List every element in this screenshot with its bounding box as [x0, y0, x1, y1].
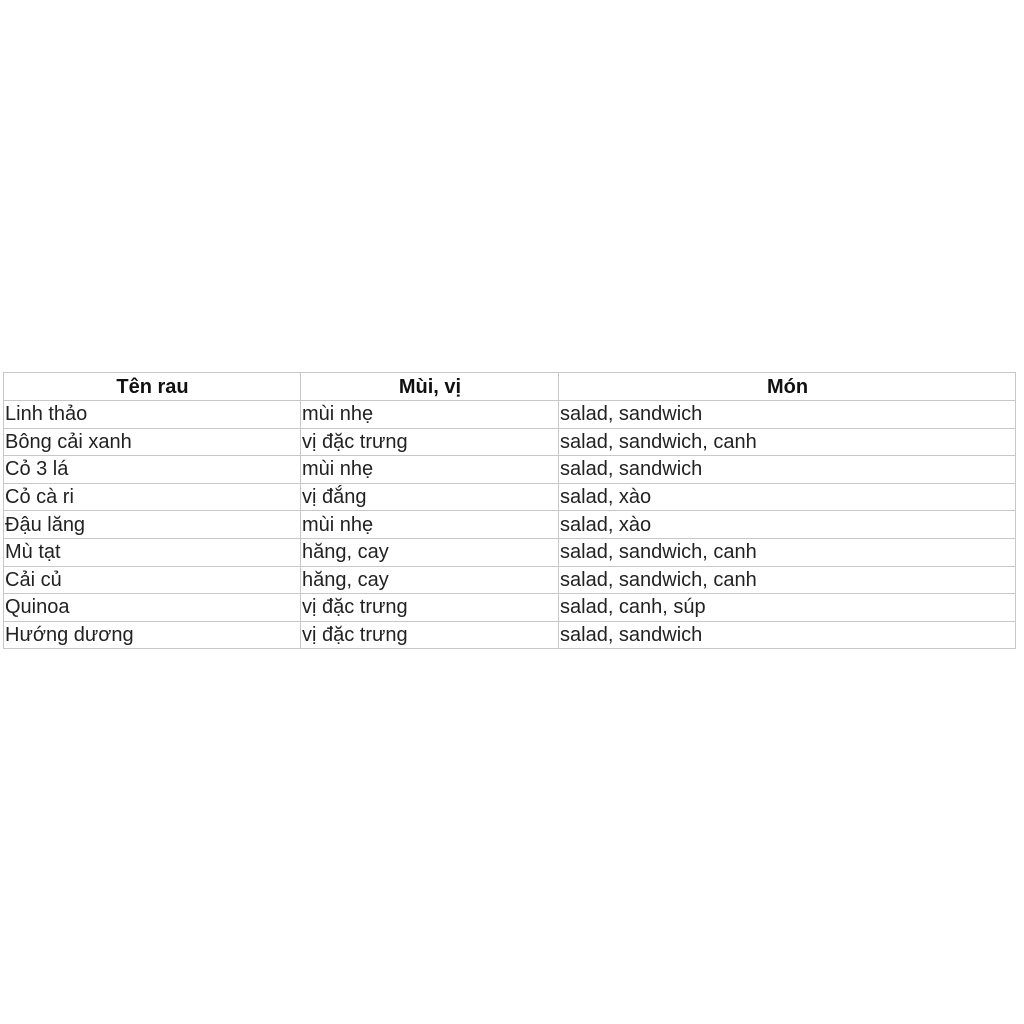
cell-dish: salad, sandwich, canh [559, 428, 1016, 456]
cell-taste: mùi nhẹ [301, 456, 559, 484]
table-row [4, 428, 1016, 456]
cell-dish: salad, sandwich [559, 621, 1016, 649]
table-row [4, 456, 1016, 484]
vegetable-table [3, 372, 1016, 649]
cell-vegetable-name: Đậu lăng [4, 511, 301, 539]
cell-taste: vị đắng [301, 483, 559, 511]
cell-taste: mùi nhẹ [301, 511, 559, 539]
cell-dish: salad, xào [559, 483, 1016, 511]
cell-vegetable-name: Mù tạt [4, 538, 301, 566]
cell-taste: vị đặc trưng [301, 594, 559, 622]
table-row [4, 511, 1016, 539]
cell-taste: vị đặc trưng [301, 621, 559, 649]
cell-taste: mùi nhẹ [301, 401, 559, 429]
cell-vegetable-name: Cải củ [4, 566, 301, 594]
header-taste: Mùi, vị [301, 373, 559, 401]
table-row [4, 483, 1016, 511]
cell-vegetable-name: Cỏ 3 lá [4, 456, 301, 484]
cell-vegetable-name: Bông cải xanh [4, 428, 301, 456]
cell-taste: hăng, cay [301, 566, 559, 594]
cell-vegetable-name: Linh thảo [4, 401, 301, 429]
cell-dish: salad, sandwich, canh [559, 566, 1016, 594]
cell-dish: salad, sandwich, canh [559, 538, 1016, 566]
cell-vegetable-name: Hướng dương [4, 621, 301, 649]
header-vegetable-name: Tên rau [4, 373, 301, 401]
table-row [4, 621, 1016, 649]
table-row [4, 538, 1016, 566]
table-row [4, 566, 1016, 594]
cell-dish: salad, sandwich [559, 456, 1016, 484]
cell-dish: salad, xào [559, 511, 1016, 539]
cell-taste: hăng, cay [301, 538, 559, 566]
header-dish: Món [559, 373, 1016, 401]
header-row [4, 373, 1016, 401]
cell-vegetable-name: Cỏ cà ri [4, 483, 301, 511]
cell-vegetable-name: Quinoa [4, 594, 301, 622]
cell-dish: salad, canh, súp [559, 594, 1016, 622]
cell-taste: vị đặc trưng [301, 428, 559, 456]
cell-dish: salad, sandwich [559, 401, 1016, 429]
table-row [4, 594, 1016, 622]
table-row [4, 401, 1016, 429]
